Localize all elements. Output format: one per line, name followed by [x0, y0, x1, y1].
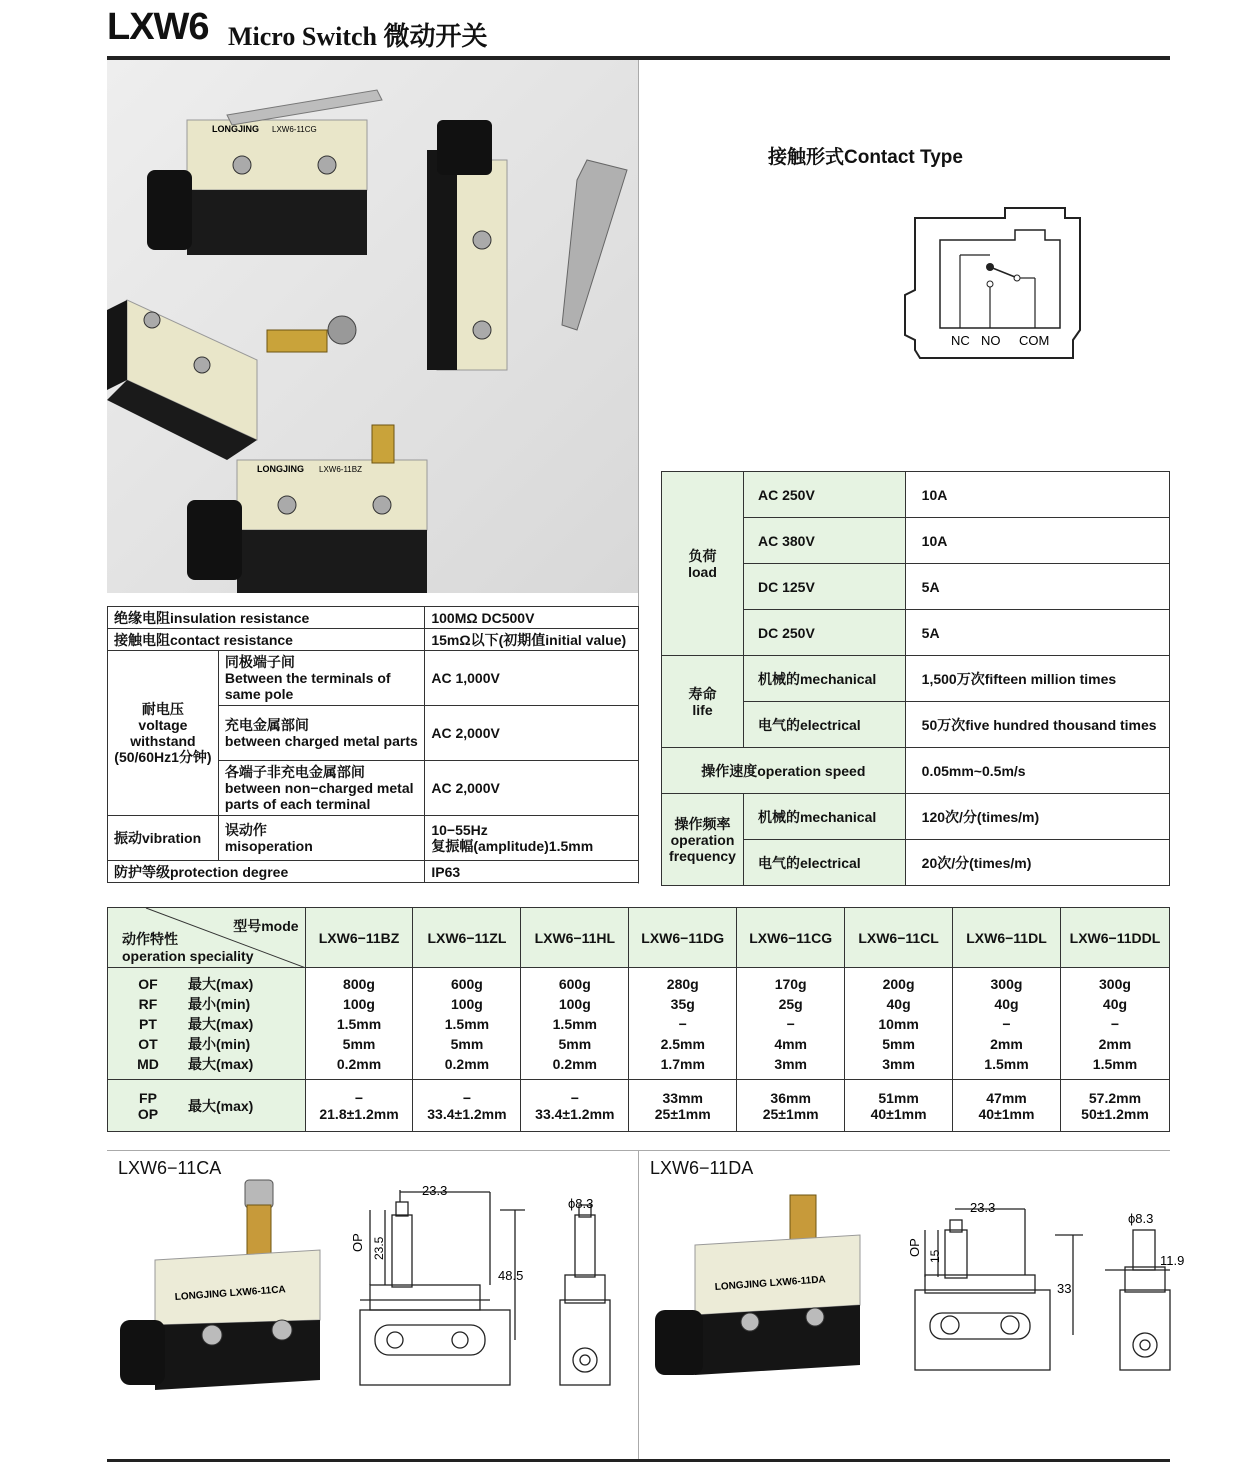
withstand-row-1-label — [218, 651, 425, 706]
da-dim-dia: ϕ8.3 — [1128, 1211, 1154, 1226]
ca-dim-width: 23.3 — [422, 1183, 448, 1198]
insulation-value: 100MΩ DC500V — [425, 607, 639, 629]
load-key-1: AC 250V — [743, 472, 905, 518]
bottom-vertical-divider — [638, 1150, 639, 1460]
operation-header-row — [108, 908, 1170, 968]
protection-value: IP63 — [425, 861, 639, 883]
op-code: OP — [137, 1105, 159, 1122]
fp-code: FP — [139, 1089, 157, 1106]
withstand-row-2-en: between charged metal parts — [224, 733, 418, 749]
param-q-md: 最大(max) — [188, 1055, 254, 1072]
param-code-pt: PT — [139, 1015, 157, 1032]
operation-header-corner — [108, 908, 306, 968]
model-ca-drawing — [350, 1180, 620, 1405]
switch-cg-illustration — [147, 90, 382, 255]
vibration-value-1: 10−55Hz — [431, 822, 488, 838]
withstand-row-1-en: Between the terminals of same pole — [224, 670, 391, 702]
withstand-row-3-cn: 各端子非充电金属部间 — [224, 764, 365, 780]
header-spec-cn: 动作特性 — [122, 931, 178, 947]
header-spec-en: operation speciality — [122, 948, 254, 964]
param-q-pt: 最大(max) — [188, 1015, 254, 1032]
withstand-label — [108, 651, 219, 816]
param-code-md: MD — [137, 1055, 159, 1072]
param-code-rf: RF — [138, 995, 158, 1012]
fpop-col-3: − 33.4±1.2mm — [521, 1080, 629, 1132]
contact-label-com: COM — [1019, 333, 1050, 348]
params-codes — [108, 974, 188, 1074]
contact-type-diagram — [895, 200, 1095, 365]
model-ca-photo — [120, 1175, 340, 1400]
model-header-3: LXW6−11HL — [521, 908, 629, 968]
params-col-4: 280g 35g − 2.5mm 1.7mm — [629, 968, 737, 1080]
vibration-sub-cn: 误动作 — [224, 822, 267, 838]
frequency-label — [662, 794, 744, 886]
withstand-row-3-en: between non−charged metal parts of each terminal — [224, 780, 414, 812]
params-qualifiers — [188, 974, 305, 1074]
load-label-cn: 负荷 — [688, 547, 717, 564]
param-code-ot: OT — [138, 1035, 158, 1052]
operation-fpop-row — [108, 1080, 1170, 1132]
life-key-2: 电气的electrical — [743, 702, 905, 748]
load-value-4: 5A — [905, 610, 1169, 656]
da-dim-op-val: 15 — [928, 1249, 942, 1263]
page-title-subtitle: Micro Switch 微动开关 — [228, 22, 488, 51]
frequency-value-1: 120次/分(times/m) — [905, 794, 1169, 840]
withstand-label-en1: voltage — [138, 717, 188, 733]
vibration-sub-en: misoperation — [224, 838, 313, 854]
fpop-col-2: − 33.4±1.2mm — [413, 1080, 521, 1132]
da-dim-extra: 11.9 — [1160, 1253, 1185, 1268]
fpop-col-5: 36mm 25±1mm — [737, 1080, 845, 1132]
params-col-6: 200g 40g 10mm 5mm 3mm — [845, 968, 953, 1080]
product-photo-drawing — [107, 60, 638, 593]
life-key-1: 机械的mechanical — [743, 656, 905, 702]
model-da-body-label: LONGJING LXW6-11DA — [714, 1274, 827, 1293]
model-da-photo — [650, 1190, 865, 1400]
vibration-value — [425, 816, 639, 861]
load-key-3: DC 125V — [743, 564, 905, 610]
vibration-value-2: 复振幅(amplitude)1.5mm — [431, 838, 594, 854]
bottom-rule — [107, 1459, 1170, 1462]
model-header-6: LXW6−11CL — [845, 908, 953, 968]
param-q-of: 最大(max) — [188, 975, 254, 992]
operation-table — [107, 907, 1170, 1132]
photo-brand-1: LONGJING — [212, 124, 260, 134]
header-model-label: 型号mode — [233, 918, 299, 934]
param-code-of: OF — [138, 975, 158, 992]
withstand-row-2-cn: 充电金属部间 — [224, 717, 309, 733]
product-photo — [107, 60, 638, 593]
params-col-5: 170g 25g − 4mm 3mm — [737, 968, 845, 1080]
load-key-4: DC 250V — [743, 610, 905, 656]
spec-table-left — [107, 606, 639, 883]
frequency-value-2: 20次/分(times/m) — [905, 840, 1169, 886]
params-col-2: 600g 100g 1.5mm 5mm 0.2mm — [413, 968, 521, 1080]
load-value-2: 10A — [905, 518, 1169, 564]
speed-label: 操作速度operation speed — [662, 748, 906, 794]
model-ca-title: LXW6−11CA — [118, 1158, 222, 1178]
da-dim-height: 33 — [1057, 1281, 1072, 1296]
fpop-col-6: 51mm 40±1mm — [845, 1080, 953, 1132]
withstand-row-2-value: AC 2,000V — [425, 706, 639, 761]
ca-dim-dia: ϕ8.3 — [568, 1196, 594, 1211]
ca-dim-height: 48.5 — [498, 1268, 524, 1283]
fpop-col-8: 57.2mm 50±1.2mm — [1060, 1080, 1169, 1132]
fpop-col-4: 33mm 25±1mm — [629, 1080, 737, 1132]
da-dim-op: OP — [907, 1238, 922, 1257]
contact-type-title: 接触形式Contact Type — [768, 147, 963, 168]
photo-model-4: LXW6-11BZ — [319, 465, 362, 474]
withstand-label-cn: 耐电压 — [141, 701, 184, 717]
model-header-4: LXW6−11DG — [629, 908, 737, 968]
load-key-2: AC 380V — [743, 518, 905, 564]
vibration-label: 振动vibration — [108, 816, 219, 861]
page-title-model: LXW6 — [107, 6, 209, 48]
contact-resistance-label: 接触电阻contact resistance — [108, 629, 425, 651]
withstand-label-hz: (50/60Hz1分钟) — [114, 749, 212, 765]
model-header-2: LXW6−11ZL — [413, 908, 521, 968]
params-col-1: 800g 100g 1.5mm 5mm 0.2mm — [305, 968, 413, 1080]
life-value-1: 1,500万次fifteen million times — [905, 656, 1169, 702]
insulation-label: 绝缘电阻insulation resistance — [108, 607, 425, 629]
model-header-8: LXW6−11DDL — [1060, 908, 1169, 968]
life-label-cn: 寿命 — [688, 685, 717, 702]
fpop-col-1: − 21.8±1.2mm — [305, 1080, 413, 1132]
da-dim-width: 23.3 — [970, 1200, 996, 1215]
life-value-2: 50万次five hundred thousand times — [905, 702, 1169, 748]
withstand-row-1-value: AC 1,000V — [425, 651, 639, 706]
withstand-row-3-label — [218, 761, 425, 816]
model-header-5: LXW6−11CG — [737, 908, 845, 968]
frequency-key-1: 机械的mechanical — [743, 794, 905, 840]
model-da-title: LXW6−11DA — [650, 1158, 754, 1178]
spec-table-right — [661, 471, 1170, 886]
photo-model-1: LXW6-11CG — [272, 125, 317, 134]
model-header-1: LXW6−11BZ — [305, 908, 413, 968]
withstand-row-1-cn: 同极端子间 — [224, 654, 295, 670]
fpop-labels — [108, 1080, 306, 1132]
photo-brand-4: LONGJING — [257, 464, 305, 474]
load-label — [662, 472, 744, 656]
vibration-sub — [218, 816, 425, 861]
model-header-7: LXW6−11DL — [953, 908, 1061, 968]
params-col-8: 300g 40g − 2mm 1.5mm — [1060, 968, 1169, 1080]
model-da-drawing — [905, 1195, 1190, 1380]
frequency-key-2: 电气的electrical — [743, 840, 905, 886]
contact-label-nc: NC — [951, 333, 970, 348]
contact-label-no: NO — [981, 333, 1001, 348]
params-labels — [108, 968, 306, 1080]
model-ca-body-label: LONGJING LXW6-11CA — [174, 1284, 287, 1303]
frequency-label-en1: operation — [670, 831, 735, 848]
ca-dim-op-val: 23.5 — [372, 1236, 386, 1260]
withstand-label-en2: withstand — [130, 733, 196, 749]
speed-value: 0.05mm~0.5m/s — [905, 748, 1169, 794]
withstand-row-2-label — [218, 706, 425, 761]
params-col-3: 600g 100g 1.5mm 5mm 0.2mm — [521, 968, 629, 1080]
life-label-en: life — [692, 701, 713, 718]
life-label — [662, 656, 744, 748]
params-col-7: 300g 40g − 2mm 1.5mm — [953, 968, 1061, 1080]
switch-cl-illustration — [427, 120, 627, 370]
contact-resistance-value: 15mΩ以下(初期值initial value) — [425, 629, 639, 651]
frequency-label-cn: 操作频率 — [674, 815, 731, 832]
ca-dim-op: OP — [350, 1233, 365, 1252]
fpop-col-7: 47mm 40±1mm — [953, 1080, 1061, 1132]
param-q-rf: 最小(min) — [188, 995, 251, 1012]
load-value-1: 10A — [905, 472, 1169, 518]
frequency-label-en2: frequency — [669, 847, 736, 864]
withstand-row-3-value: AC 2,000V — [425, 761, 639, 816]
protection-label: 防护等级protection degree — [108, 861, 425, 883]
operation-params-row — [108, 968, 1170, 1080]
param-q-ot: 最小(min) — [188, 1035, 251, 1052]
switch-hl-illustration — [107, 300, 356, 460]
load-label-en: load — [688, 563, 717, 580]
load-value-3: 5A — [905, 564, 1169, 610]
fpop-qualifier: 最大(max) — [188, 1097, 254, 1114]
